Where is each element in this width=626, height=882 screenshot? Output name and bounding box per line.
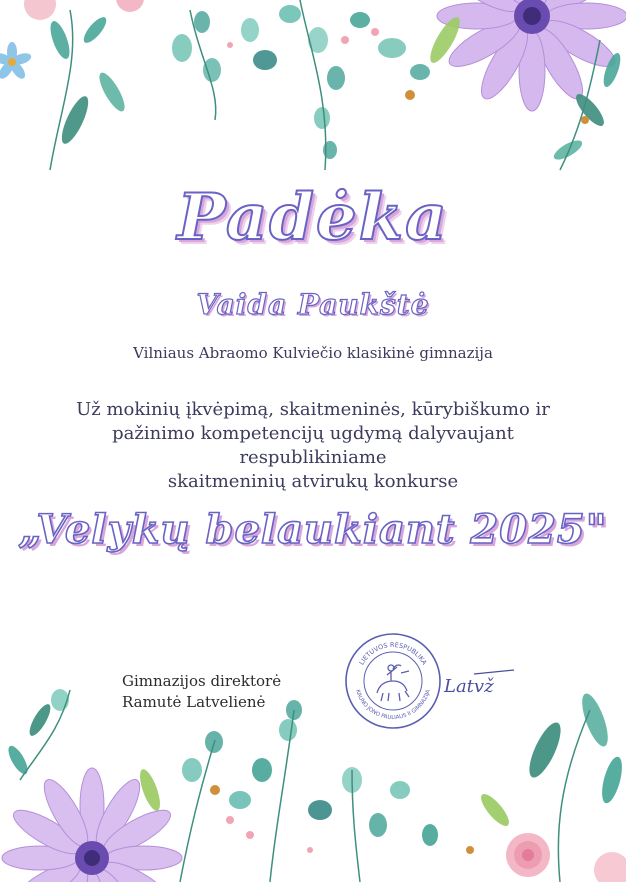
certificate-title: Padėka <box>177 180 449 255</box>
signer-name: Ramutė Latvelienė <box>122 693 266 711</box>
seal-top-text: LIETUVOS RESPUBLIKA <box>357 640 429 667</box>
seal-bottom-text: KAUNO JONO PAULIAUS II GIMNAZIJA <box>354 689 432 722</box>
pink-flower-bottom-right <box>506 833 550 877</box>
signature-text: Latvž <box>444 676 494 697</box>
contest-name: „Velykų belaukiant 2025" <box>18 506 608 553</box>
floral-top-decoration <box>0 0 626 190</box>
award-reason-line: pažinimo kompetencijų ugdymą dalyvaujant respublikiniame <box>112 423 514 468</box>
award-reason-line: skaitmeninių atvirukų konkurse <box>167 471 459 492</box>
award-reason <box>40 398 586 494</box>
signer-position: Gimnazijos direktorė <box>122 672 282 690</box>
award-reason-line: Už mokinių įkvėpimą, skaitmeninės, kūrybiškumo ir <box>76 399 550 420</box>
recipient-name: Vaida Paukštė <box>196 288 430 321</box>
lilac-flower-top-right <box>437 0 626 111</box>
school-name: Vilniaus Abraomo Kulviečio klasikinė gimnazija <box>133 344 493 362</box>
small-flower-left <box>0 42 33 81</box>
floral-bottom-decoration <box>0 660 626 882</box>
